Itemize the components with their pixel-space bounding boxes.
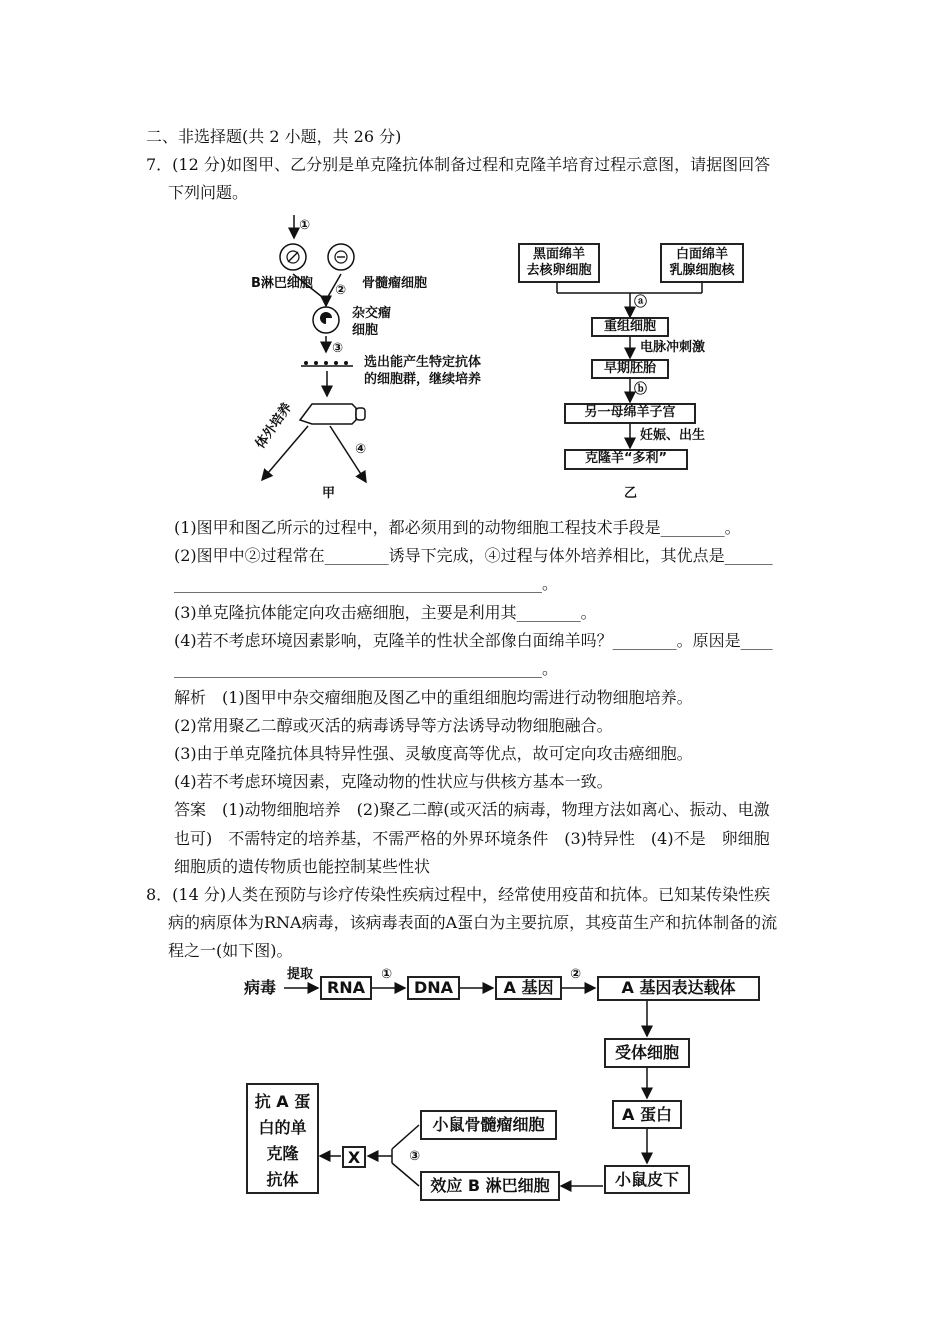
a-gene-label: A 基因 [503,978,554,997]
black-sheep-label-2: 去核卵细胞 [526,263,592,278]
hybridoma-label-2: 细胞 [352,323,379,338]
mab-label-1: 抗 A 蛋 [254,1092,311,1111]
answer-line3: 细胞质的遗传物质也能控制某些性状 [174,857,431,876]
q7-stem-line1: 7．(12 分)如图甲、乙分别是单克隆抗体制备过程和克隆羊培育过程示意图，请据图回答 [146,155,771,174]
a-vector-label: A 基因表达载体 [621,978,736,997]
q8-stem-line1: 8．(14 分)人类在预防与诊疗传染性疾病过程中，经常使用疫苗和抗体。已知某传染性疾 [146,885,771,904]
in-vitro-label: 体外培养 [253,400,296,452]
virus-label: 病毒 [244,978,277,997]
analysis-line1: 解析 (1)图甲中杂交瘤细胞及图乙中的重组细胞均需进行动物细胞培养。 [174,688,693,707]
mouse-myeloma-box [420,1110,557,1140]
a-gene-box [495,976,562,1000]
mouse-skin-label: 小鼠皮下 [614,1170,679,1189]
rna-box [320,976,372,1000]
flow-step1-label: ① [381,967,393,982]
q7-sub4-line2: ______________________________________________。 [174,659,559,678]
mab-label-4: 抗体 [266,1170,299,1189]
dna-box [407,976,460,1000]
q7-sub2-line2: ______________________________________________。 [174,574,559,593]
x-label: X [347,1148,361,1167]
white-sheep-box [660,243,744,283]
extract-label: 提取 [287,967,314,982]
select-label-2: 的细胞群，继续培养 [364,372,482,387]
q8-stem-line2: 病的病原体为RNA病毒，该病毒表面的A蛋白为主要抗原，其疫苗生产和抗体制备的流 [168,913,778,932]
early-embryo-box [591,359,669,379]
black-sheep-box [518,243,600,283]
dna-label: DNA [413,978,454,997]
hybridoma-label-1: 杂交瘤 [352,306,392,321]
pregnancy-label: 妊娠、出生 [640,428,706,443]
jia-step1-label: ① [299,218,311,233]
white-sheep-label-2: 乳腺细胞核 [669,263,735,278]
figure-jia-caption: 甲 [322,486,336,501]
analysis-line4: (4)若不考虑环境因素，克隆动物的性状应与供核方基本一致。 [174,772,613,791]
mouse-myeloma-label: 小鼠骨髓瘤细胞 [432,1115,545,1134]
analysis-line3: (3)由于单克隆抗体具特异性强、灵敏度高等优点，故可定向攻击癌细胞。 [174,744,693,763]
black-sheep-label-1: 黑面绵羊 [532,247,585,262]
q7-sub4-line1: (4)若不考虑环境因素影响，克隆羊的性状全部像白面绵羊吗？________。原因是____ [174,631,773,650]
dolly-label: 克隆羊“多利” [584,451,668,466]
effector-b-label: 效应 B 淋巴细胞 [430,1176,550,1195]
b-cell-label: B淋巴细胞 [251,276,313,291]
dolly-box [564,449,688,470]
recombined-cell-box [591,317,669,337]
effector-b-box [420,1171,560,1201]
a-protein-box [612,1100,682,1129]
fusion-line-top [392,1125,419,1149]
flow-step3-label: ③ [409,1149,421,1164]
early-embryo-label: 早期胚胎 [603,361,656,376]
q7-sub1: (1)图甲和图乙所示的过程中，都必须用到的动物细胞工程技术手段是________。 [174,518,741,537]
jia-step4-label: ④ [355,442,367,457]
receptor-cell-box [604,1038,690,1068]
q7-sub3: (3)单克隆抗体能定向攻击癌细胞，主要是利用其________。 [174,603,597,622]
section-heading: 二、非选择题(共 2 小题，共 26 分) [146,127,402,146]
mab-label-3: 克隆 [266,1144,299,1163]
fusion-line-bottom [392,1163,419,1186]
jia-step2-label: ② [335,283,347,298]
myeloma-label: 骨髓瘤细胞 [362,276,428,291]
hybridoma-nucleus [320,312,332,324]
mab-label-2: 白的单 [258,1118,307,1137]
monoclonal-antibody-box [246,1083,319,1194]
jia-step3-label: ③ [332,341,344,356]
uterus-box [564,403,696,424]
x-box [342,1146,366,1168]
yi-step-b-label: ⓑ [634,382,648,397]
figure-yi-caption: 乙 [624,486,638,501]
culture-flask [300,404,356,424]
a-vector-box [597,976,760,1001]
recombined-cell-label: 重组细胞 [603,319,656,334]
q7-sub2-line1: (2)图甲中②过程常在________诱导下完成，④过程与体外培养相比，其优点是______ [174,546,773,565]
q8-stem-line3: 程之一(如下图)。 [168,941,293,960]
select-label-1: 选出能产生特定抗体 [364,355,482,370]
answer-line2: 也可) 不需特定的培养基，不需严格的外界环境条件 (3)特异性 (4)不是 卵细胞 [174,829,770,848]
uterus-label: 另一母绵羊子宫 [584,405,676,420]
electric-stimulus-label: 电脉冲刺激 [640,340,706,355]
flow-step2-label: ② [570,967,582,982]
q7-stem-line2: 下列问题。 [168,183,249,202]
receptor-cell-label: 受体细胞 [614,1043,679,1062]
mouse-skin-box [604,1165,690,1194]
white-sheep-label-1: 白面绵羊 [675,247,728,262]
analysis-line2: (2)常用聚乙二醇或灭活的病毒诱导等方法诱导动物细胞融合。 [174,716,613,735]
a-protein-label: A 蛋白 [622,1105,672,1124]
rna-label: RNA [326,978,366,997]
yi-step-a-label: ⓐ [634,295,648,310]
answer-line1: 答案 (1)动物细胞培养 (2)聚乙二醇(或灭活的病毒，物理方法如离心、振动、电激 [174,800,770,819]
